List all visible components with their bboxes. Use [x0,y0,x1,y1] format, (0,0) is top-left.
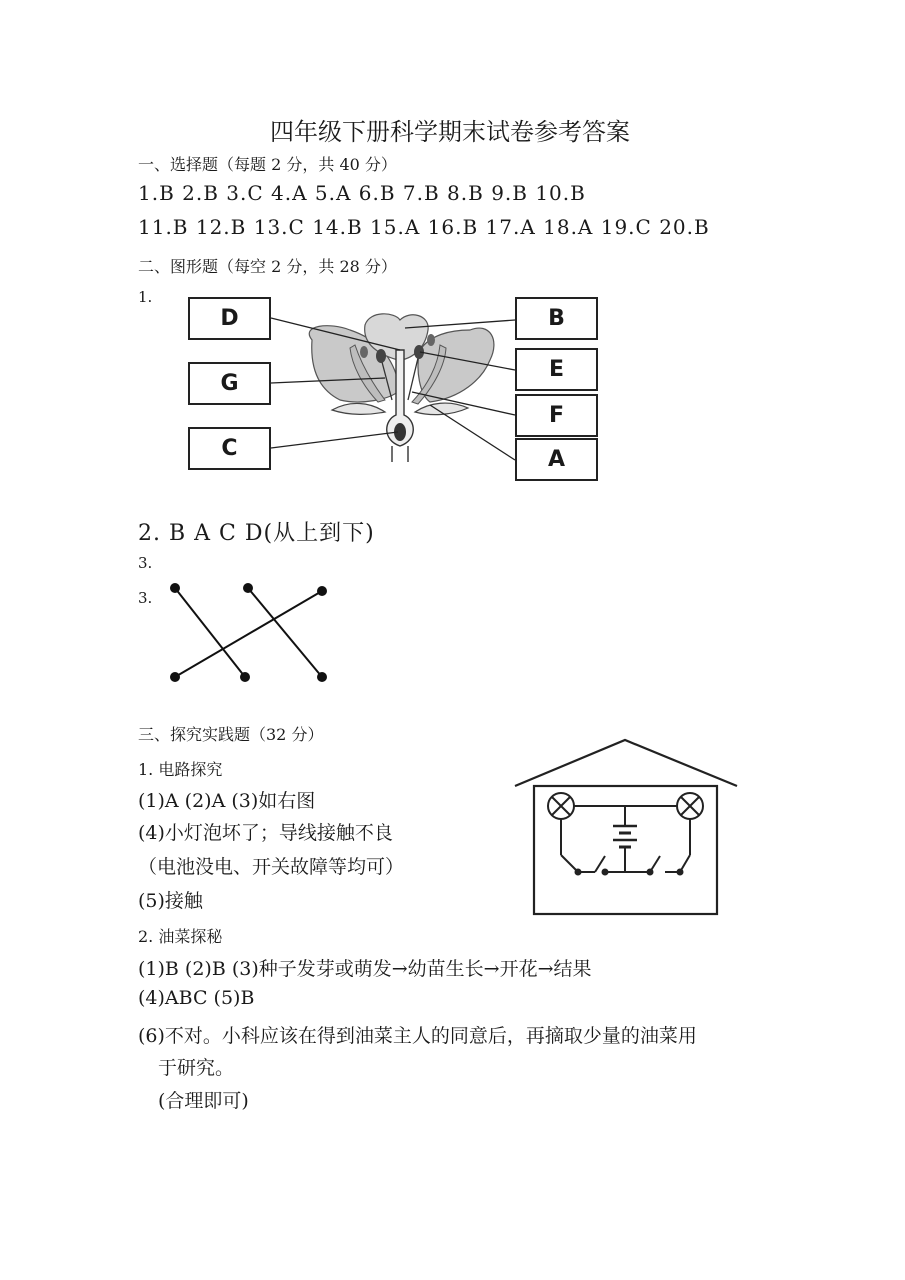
section-heading-choice: 一、选择题（每题 2 分，共 40 分） [138,155,397,174]
label-box-e: E [515,348,598,391]
question-number-3a: 3. [138,554,153,572]
part-2-line-4: 于研究。 [158,1057,235,1079]
part-2-line-1: (1)B (2)B (3)种子发芽或萌发→幼苗生长→开花→结果 [138,958,592,980]
part-1-line-4: (5)接触 [138,890,203,912]
section-heading-figure: 二、图形题（每空 2 分，共 28 分） [138,257,397,276]
question-number-3b: 3. [138,589,153,607]
label-box-g: G [188,362,271,405]
choice-answers-line-2: 11.B 12.B 13.C 14.B 15.A 16.B 17.A 18.A 19.C 20.B [138,215,710,239]
part-1-line-3: （电池没电、开关故障等均可） [138,856,405,878]
choice-answers-line-1: 1.B 2.B 3.C 4.A 5.A 6.B 7.B 8.B 9.B 10.B [138,181,586,205]
label-box-b: B [515,297,598,340]
label-box-d: D [188,297,271,340]
section-heading-inquiry: 三、探究实践题（32 分） [138,725,324,744]
question-number-1: 1. [138,288,153,306]
part-2-line-5: (合理即可) [158,1090,249,1112]
part-1-line-2: (4)小灯泡坏了；导线接触不良 [138,822,393,844]
part-1-line-1: (1)A (2)A (3)如右图 [138,790,316,812]
question-2-answer: 2. B A C D(从上到下) [138,521,375,546]
page-title: 四年级下册科学期末试卷参考答案 [270,118,630,146]
label-box-c: C [188,427,271,470]
label-box-f: F [515,394,598,437]
part-2-title: 2. 油菜探秘 [138,927,223,946]
part-2-line-2: (4)ABC (5)B [138,987,255,1009]
label-box-a: A [515,438,598,481]
part-2-line-3: (6)不对。小科应该在得到油菜主人的同意后，再摘取少量的油菜用 [138,1025,697,1047]
part-1-title: 1. 电路探究 [138,760,223,779]
